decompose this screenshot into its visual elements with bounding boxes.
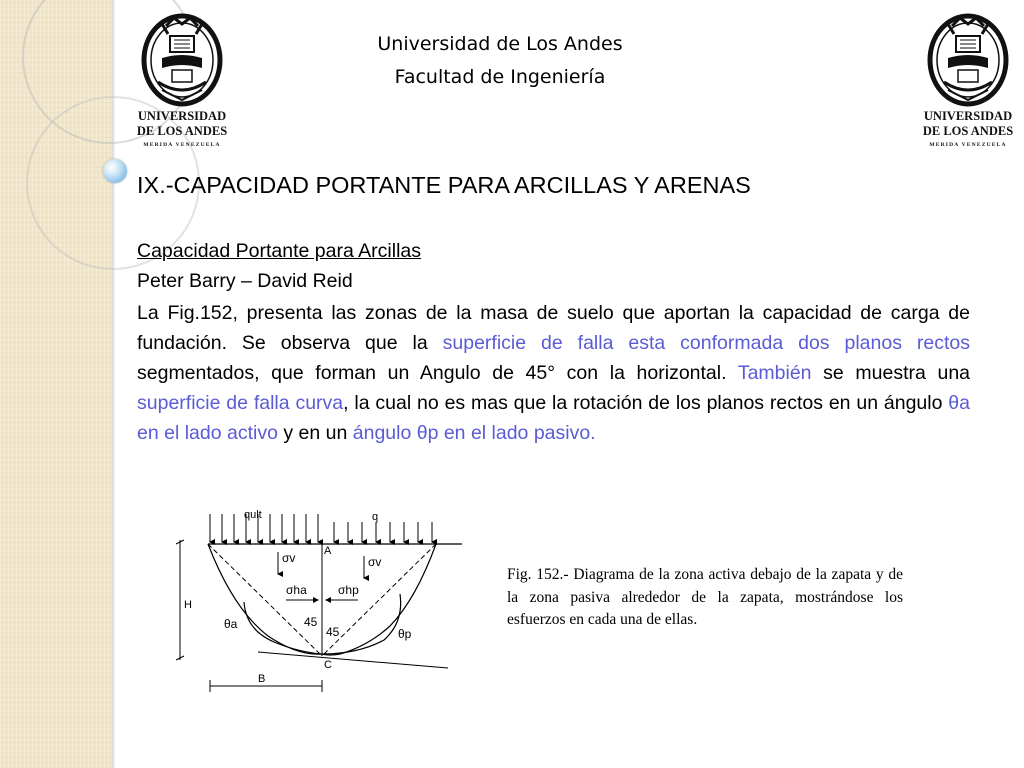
paragraph-segment: , la cual no es mas que la rotación de los planos rectos en un ángulo xyxy=(343,392,949,414)
paragraph-highlight: También xyxy=(737,362,812,384)
university-logo-right xyxy=(918,12,1018,152)
logo-line-2: DE LOS ANDES xyxy=(922,124,1014,138)
paragraph-segment: y en un xyxy=(277,422,353,444)
bearing-capacity-diagram xyxy=(158,504,478,694)
label-sigma-v-right: σv xyxy=(368,555,382,569)
slide-subtitle: Capacidad Portante para Arcillas xyxy=(137,240,421,262)
label-q: q xyxy=(372,511,379,523)
university-name: Universidad de Los Andes xyxy=(377,33,623,55)
label-theta-a: θa xyxy=(224,617,238,631)
height-dimension xyxy=(176,540,184,660)
figure-caption: Fig. 152.- Diagrama de la zona activa debajo de la zapata y de la zona pasiva alrededor de la zapata, mostrándose los esfuerzos en cada una de ellas. xyxy=(507,566,903,628)
logo-line-3: MERIDA VENEZUELA xyxy=(143,142,221,148)
logo-line-1: UNIVERSIDAD xyxy=(923,109,1013,123)
title-bullet-icon xyxy=(103,159,127,183)
label-sigma-v-left: σv xyxy=(282,551,296,565)
label-theta-p: θp xyxy=(398,627,412,641)
qult-load-arrows xyxy=(210,514,318,542)
label-qult: qult xyxy=(244,509,262,521)
label-sigma-hp: σhp xyxy=(338,583,359,597)
label-point-a: A xyxy=(324,545,332,557)
paragraph-highlight: ángulo θp en el lado pasivo. xyxy=(352,422,596,444)
faculty-name: Facultad de Ingeniería xyxy=(394,66,606,88)
logo-line-2: DE LOS ANDES xyxy=(136,124,228,138)
label-h: H xyxy=(184,599,192,611)
paragraph-segment: segmentados, que forman un Angulo de 45° con la horizontal. xyxy=(137,362,738,384)
width-dimension xyxy=(210,680,322,692)
body-paragraph xyxy=(137,298,970,448)
university-seal-icon xyxy=(918,12,1018,108)
label-angle-45-left: 45 xyxy=(304,615,318,629)
logo-line-1: UNIVERSIDAD xyxy=(137,109,227,123)
university-logo-left xyxy=(132,12,232,152)
label-point-c: C xyxy=(324,659,332,671)
label-sigma-ha: σha xyxy=(286,583,307,597)
university-seal-icon xyxy=(132,12,232,108)
paragraph-segment: se muestra una xyxy=(811,362,971,384)
logo-line-3: MERIDA VENEZUELA xyxy=(929,142,1007,148)
paragraph-highlight: superficie de falla esta conformada dos planos rectos xyxy=(442,332,970,354)
paragraph-highlight: θa en el lado activo xyxy=(137,392,970,444)
slide-authors: Peter Barry – David Reid xyxy=(137,270,353,292)
slide-title: IX.-CAPACIDAD PORTANTE PARA ARCILLAS Y ARENAS xyxy=(137,172,751,198)
base-line xyxy=(258,652,448,668)
paragraph-segment: La Fig.152, presenta las zonas de la masa de suelo que aportan la capacidad de carga de fundación. Se observa que la xyxy=(137,302,970,354)
surcharge-q-arrows xyxy=(334,522,432,542)
label-angle-45-right: 45 xyxy=(326,625,340,639)
paragraph-highlight: superficie de falla curva xyxy=(137,392,344,414)
label-b: B xyxy=(258,673,266,685)
